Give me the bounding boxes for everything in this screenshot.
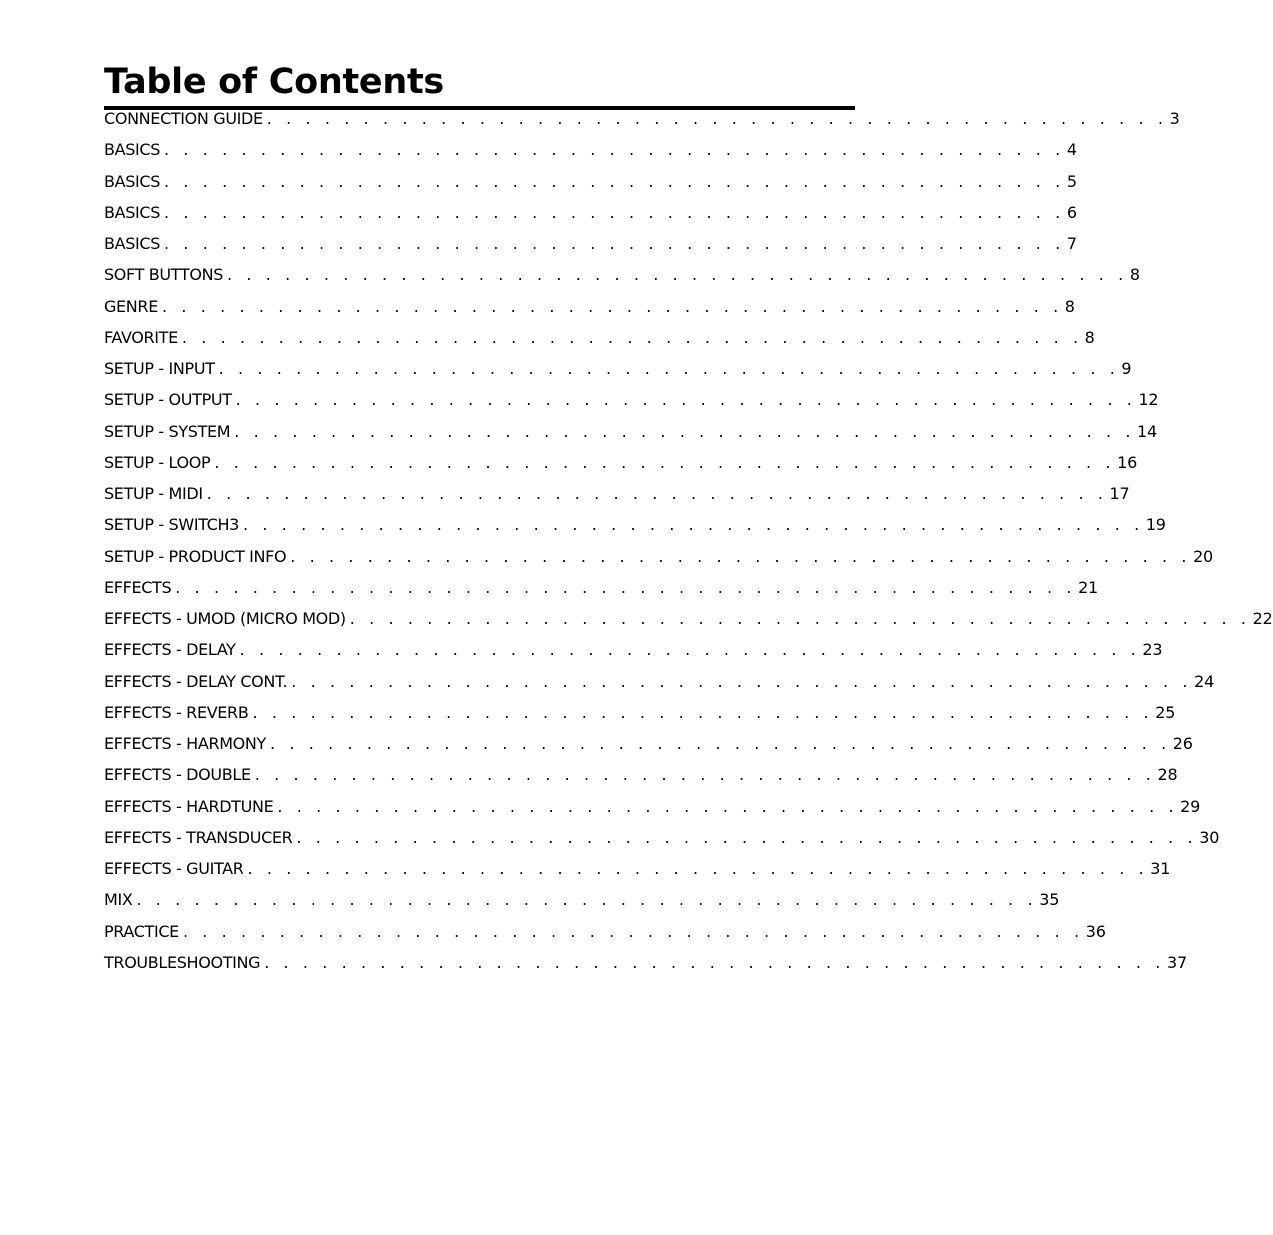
toc-list xyxy=(104,107,1273,982)
dot-leader: . . . . . . . . . . . . . . . . . . . . . . . . . . . . . . . . . . . . . . . . . . . . . . . xyxy=(290,546,1192,566)
dot-leader: . . . . . . . . . . . . . . . . . . . . . . . . . . . . . . . . . . . . . . . . . . . . . . . xyxy=(164,202,1065,222)
toc-entry-setup-midi[interactable] xyxy=(104,482,1130,513)
toc-entry-page-number: 35 xyxy=(1039,890,1060,910)
toc-entry-label: TROUBLESHOOTING xyxy=(104,952,261,972)
toc-entry-page-number: 20 xyxy=(1193,546,1214,566)
toc-entry-genre[interactable] xyxy=(104,295,1075,326)
toc-entry-page-number: 19 xyxy=(1145,515,1166,535)
dot-leader: . . . . . . . . . . . . . . . . . . . . . . . . . . . . . . . . . . . . . . . . . . . . . . . xyxy=(243,515,1144,535)
toc-entry-page-number: 5 xyxy=(1066,171,1077,191)
dot-leader: . . . . . . . . . . . . . . . . . . . . . . . . . . . . . . . . . . . . . . . . . . . . . . . xyxy=(164,234,1065,253)
toc-entry-basics[interactable] xyxy=(104,138,1077,169)
toc-entry-label: EFFECTS xyxy=(104,577,172,597)
dot-leader: . . . . . . . . . . . . . . . . . . . . . . . . . . . . . . . . . . . . . . . . . . . . . . . xyxy=(264,952,1165,972)
dot-leader: . . . . . . . . . . . . . . . . . . . . . . . . . . . . . . . . . . . . . . . . . . . . . . . xyxy=(164,140,1065,160)
toc-entry-page-number: 6 xyxy=(1066,202,1077,222)
toc-entry-favorite[interactable] xyxy=(104,326,1095,357)
toc-entry-page-number: 29 xyxy=(1180,796,1201,816)
dot-leader: . . . . . . . . . . . . . . . . . . . . . . . . . . . . . . . . . . . . . . . . . . . . . . . xyxy=(136,890,1038,910)
toc-entry-label: SETUP - SYSTEM xyxy=(104,421,231,441)
toc-entry-page-number: 16 xyxy=(1117,452,1138,472)
toc-entry-label: BASICS xyxy=(104,234,161,253)
toc-entry-setup-product-info[interactable] xyxy=(104,545,1214,576)
toc-entry-effects-hardtune[interactable] xyxy=(104,795,1201,826)
dot-leader: . . . . . . . . . . . . . . . . . . . . . . . . . . . . . . . . . . . . . . . . . . . . . . . xyxy=(296,827,1198,847)
dot-leader: . . . . . . . . . . . . . . . . . . . . . . . . . . . . . . . . . . . . . . . . . . . . . . . xyxy=(164,171,1065,191)
toc-entry-page-number: 8 xyxy=(1129,265,1140,285)
dot-leader: . . . . . . . . . . . . . . . . . . . . . . . . . . . . . . . . . . . . . . . . . . . . . . . xyxy=(247,859,1149,878)
toc-entry-setup-output[interactable] xyxy=(104,388,1159,419)
dot-leader: . . . . . . . . . . . . . . . . . . . . . . . . . . . . . . . . . . . . . . . . . . . . . . . xyxy=(239,640,1141,660)
dot-leader: . . . . . . . . . . . . . . . . . . . . . . . . . . . . . . . . . . . . . . . . . . . . . . . xyxy=(218,359,1120,378)
toc-entry-connection-guide[interactable] xyxy=(104,107,1180,138)
toc-entry-label: SETUP - MIDI xyxy=(104,484,203,503)
toc-entry-label: EFFECTS - GUITAR xyxy=(104,859,244,878)
toc-entry-page-number: 24 xyxy=(1194,671,1215,691)
toc-entry-effects-transducer[interactable] xyxy=(104,826,1220,857)
toc-entry-effects-umod[interactable] xyxy=(104,607,1273,638)
toc-entry-setup-input[interactable] xyxy=(104,357,1132,388)
dot-leader: . . . . . . . . . . . . . . . . . . . . . . . . . . . . . . . . . . . . . . . . . . . . . . . xyxy=(175,577,1077,597)
dot-leader: . . . . . . . . . . . . . . . . . . . . . . . . . . . . . . . . . . . . . . . . . . . . . . . xyxy=(349,609,1251,628)
toc-entry-label: EFFECTS - DELAY xyxy=(104,640,236,660)
toc-entry-effects-double[interactable] xyxy=(104,763,1178,794)
toc-entry-label: EFFECTS - HARDTUNE xyxy=(104,796,274,816)
dot-leader: . . . . . . . . . . . . . . . . . . . . . . . . . . . . . . . . . . . . . . . . . . . . . . . xyxy=(227,265,1128,285)
toc-entry-label: BASICS xyxy=(104,140,161,160)
dot-leader: . . . . . . . . . . . . . . . . . . . . . . . . . . . . . . . . . . . . . . . . . . . . . . . xyxy=(266,109,1168,128)
toc-entry-page-number: 30 xyxy=(1199,827,1220,847)
toc-entry-page-number: 8 xyxy=(1084,327,1095,347)
toc-entry-mix[interactable] xyxy=(104,888,1060,919)
toc-entry-label: CONNECTION GUIDE xyxy=(104,109,263,128)
toc-entry-basics[interactable] xyxy=(104,201,1077,232)
toc-entry-label: GENRE xyxy=(104,296,158,316)
toc-entry-basics[interactable] xyxy=(104,170,1077,201)
toc-entry-page-number: 3 xyxy=(1169,109,1180,128)
toc-entry-page-number: 25 xyxy=(1155,702,1176,722)
toc-entry-label: EFFECTS - UMOD (MICRO MOD) xyxy=(104,609,346,628)
toc-entry-effects[interactable] xyxy=(104,576,1099,607)
toc-entry-page-number: 21 xyxy=(1078,577,1099,597)
toc-entry-label: EFFECTS - DOUBLE xyxy=(104,765,251,785)
toc-entry-page-number: 9 xyxy=(1121,359,1132,378)
toc-entry-label: EFFECTS - REVERB xyxy=(104,702,249,722)
toc-entry-label: FAVORITE xyxy=(104,327,178,347)
toc-entry-page-number: 7 xyxy=(1066,234,1077,253)
toc-entry-setup-loop[interactable] xyxy=(104,451,1138,482)
toc-entry-page-number: 8 xyxy=(1064,296,1075,316)
toc-entry-page-number: 23 xyxy=(1142,640,1163,660)
toc-entry-page-number: 4 xyxy=(1066,140,1077,160)
toc-entry-page-number: 17 xyxy=(1109,484,1130,503)
toc-entry-page-number: 14 xyxy=(1137,421,1157,441)
toc-entry-label: EFFECTS - TRANSDUCER xyxy=(104,827,293,847)
toc-entry-label: SETUP - INPUT xyxy=(104,359,215,378)
toc-entry-label: SETUP - OUTPUT xyxy=(104,390,232,410)
toc-entry-effects-harmony[interactable] xyxy=(104,732,1193,763)
toc-entry-label: EFFECTS - DELAY CONT. xyxy=(104,671,288,691)
toc-entry-label: BASICS xyxy=(104,202,161,222)
toc-entry-label: SETUP - PRODUCT INFO xyxy=(104,546,287,566)
toc-entry-page-number: 31 xyxy=(1150,859,1171,878)
toc-entry-effects-guitar[interactable] xyxy=(104,857,1171,888)
toc-entry-troubleshooting[interactable] xyxy=(104,951,1187,982)
dot-leader: . . . . . . . . . . . . . . . . . . . . . . . . . . . . . . . . . . . . . . . . . . . . . . . xyxy=(214,452,1116,472)
dot-leader: . . . . . . . . . . . . . . . . . . . . . . . . . . . . . . . . . . . . . . . . . . . . . . . xyxy=(291,671,1193,691)
dot-leader: . . . . . . . . . . . . . . . . . . . . . . . . . . . . . . . . . . . . . . . . . . . . . . . xyxy=(252,702,1154,722)
toc-entry-label: SOFT BUTTONS xyxy=(104,265,224,285)
toc-entry-page-number: 36 xyxy=(1085,921,1106,941)
dot-leader: . . . . . . . . . . . . . . . . . . . . . . . . . . . . . . . . . . . . . . . . . . . . . . . xyxy=(161,296,1063,316)
toc-entry-label: EFFECTS - HARMONY xyxy=(104,734,266,753)
toc-entry-label: PRACTICE xyxy=(104,921,179,941)
toc-entry-setup-system[interactable] xyxy=(104,420,1157,451)
dot-leader: . . . . . . . . . . . . . . . . . . . . . . . . . . . . . . . . . . . . . . . . . . . . . . . xyxy=(206,484,1108,503)
toc-entry-soft-buttons[interactable] xyxy=(104,263,1140,294)
toc-entry-label: SETUP - LOOP xyxy=(104,452,211,472)
dot-leader: . . . . . . . . . . . . . . . . . . . . . . . . . . . . . . . . . . . . . . . . . . . . . . . xyxy=(181,327,1083,347)
dot-leader: . . . . . . . . . . . . . . . . . . . . . . . . . . . . . . . . . . . . . . . . . . . . . . . xyxy=(182,921,1084,941)
toc-entry-page-number: 12 xyxy=(1138,390,1159,410)
dot-leader: . . . . . . . . . . . . . . . . . . . . . . . . . . . . . . . . . . . . . . . . . . . . . . . xyxy=(277,796,1179,816)
toc-entry-label: SETUP - SWITCH3 xyxy=(104,515,240,535)
toc-entry-effects-delay[interactable] xyxy=(104,638,1163,669)
dot-leader: . . . . . . . . . . . . . . . . . . . . . . . . . . . . . . . . . . . . . . . . . . . . . . . xyxy=(254,765,1156,785)
toc-entry-label: BASICS xyxy=(104,171,161,191)
toc-entry-practice[interactable] xyxy=(104,920,1106,951)
toc-entry-effects-delay-cont[interactable] xyxy=(104,670,1215,701)
toc-entry-label: MIX xyxy=(104,890,133,910)
dot-leader: . . . . . . . . . . . . . . . . . . . . . . . . . . . . . . . . . . . . . . . . . . . . . . . xyxy=(269,734,1171,753)
page-title: Table of Contents xyxy=(104,62,444,102)
toc-entry-basics[interactable] xyxy=(104,232,1077,263)
dot-leader: . . . . . . . . . . . . . . . . . . . . . . . . . . . . . . . . . . . . . . . . . . . . . . . xyxy=(235,390,1137,410)
toc-entry-page-number: 26 xyxy=(1172,734,1193,753)
toc-entry-setup-switch3[interactable] xyxy=(104,513,1166,544)
toc-entry-page-number: 37 xyxy=(1166,952,1187,972)
toc-entry-page-number: 28 xyxy=(1157,765,1178,785)
toc-entry-effects-reverb[interactable] xyxy=(104,701,1176,732)
dot-leader: . . . . . . . . . . . . . . . . . . . . . . . . . . . . . . . . . . . . . . . . . . . . . . . xyxy=(234,421,1136,441)
toc-entry-page-number: 22 xyxy=(1252,609,1273,628)
